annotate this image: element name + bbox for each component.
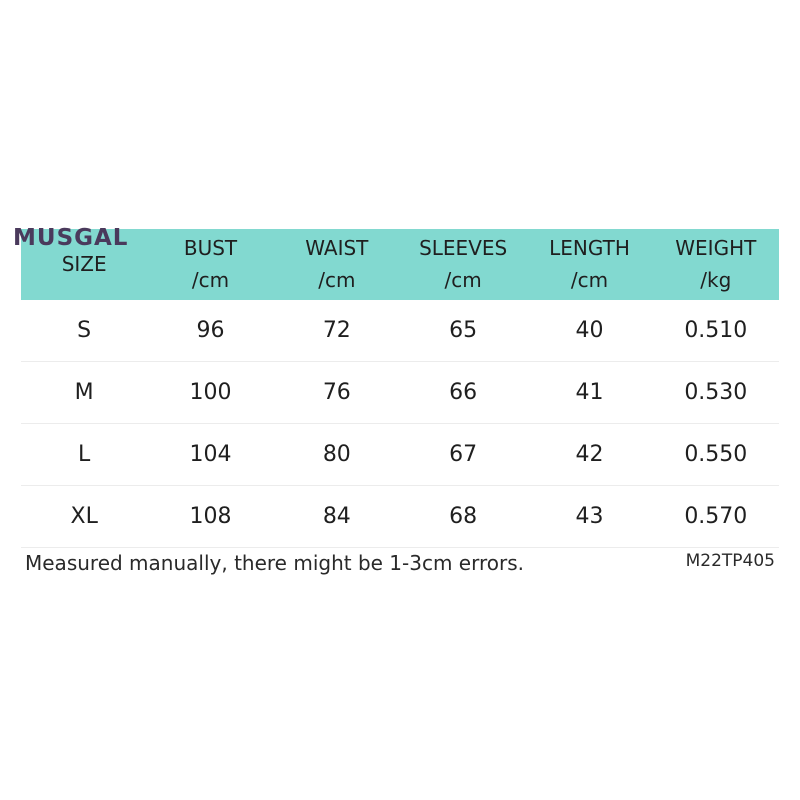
header-length bbox=[526, 229, 652, 300]
cell-bust: 96 bbox=[196, 318, 225, 343]
cell-size: XL bbox=[70, 504, 98, 529]
table-header-row bbox=[21, 229, 779, 300]
cell-waist: 76 bbox=[322, 380, 351, 405]
measurement-note: Measured manually, there might be 1-3cm errors. bbox=[25, 551, 524, 575]
header-label: LENGTH bbox=[549, 236, 630, 260]
cell-sleeves: 66 bbox=[449, 380, 478, 405]
cell-waist: 80 bbox=[322, 442, 351, 467]
cell-size: M bbox=[74, 380, 94, 405]
cell-length: 40 bbox=[575, 318, 604, 343]
cell-sleeves: 65 bbox=[449, 318, 478, 343]
header-unit: /cm bbox=[570, 268, 609, 292]
cell-waist: 72 bbox=[322, 318, 351, 343]
table-row bbox=[21, 486, 779, 548]
cell-weight: 0.570 bbox=[684, 504, 748, 529]
header-bust bbox=[147, 229, 273, 300]
size-chart-table bbox=[21, 229, 779, 548]
header-sleeves bbox=[400, 229, 526, 300]
product-code: M22TP405 bbox=[685, 551, 775, 571]
cell-bust: 104 bbox=[189, 442, 232, 467]
cell-weight: 0.530 bbox=[684, 380, 748, 405]
header-waist bbox=[274, 229, 400, 300]
cell-bust: 100 bbox=[189, 380, 232, 405]
brand-logo: MUSGAL bbox=[13, 225, 129, 251]
cell-size: L bbox=[78, 442, 91, 467]
header-label: SLEEVES bbox=[419, 236, 508, 260]
cell-bust: 108 bbox=[189, 504, 232, 529]
header-label: WEIGHT bbox=[675, 236, 757, 260]
header-label: WAIST bbox=[305, 236, 369, 260]
cell-size: S bbox=[77, 318, 92, 343]
header-unit: /kg bbox=[700, 268, 732, 292]
table-row bbox=[21, 424, 779, 486]
cell-sleeves: 67 bbox=[449, 442, 478, 467]
table-row bbox=[21, 362, 779, 424]
cell-sleeves: 68 bbox=[449, 504, 478, 529]
cell-waist: 84 bbox=[322, 504, 351, 529]
table-row bbox=[21, 300, 779, 362]
header-unit: /cm bbox=[318, 268, 356, 292]
header-unit: /cm bbox=[191, 268, 230, 292]
header-label: BUST bbox=[183, 236, 238, 260]
cell-weight: 0.550 bbox=[684, 442, 748, 467]
cell-length: 41 bbox=[575, 380, 604, 405]
cell-length: 42 bbox=[575, 442, 604, 467]
cell-weight: 0.510 bbox=[684, 318, 748, 343]
header-unit: /cm bbox=[444, 268, 482, 292]
header-weight bbox=[653, 229, 779, 300]
cell-length: 43 bbox=[575, 504, 604, 529]
header-label: SIZE bbox=[61, 252, 107, 276]
